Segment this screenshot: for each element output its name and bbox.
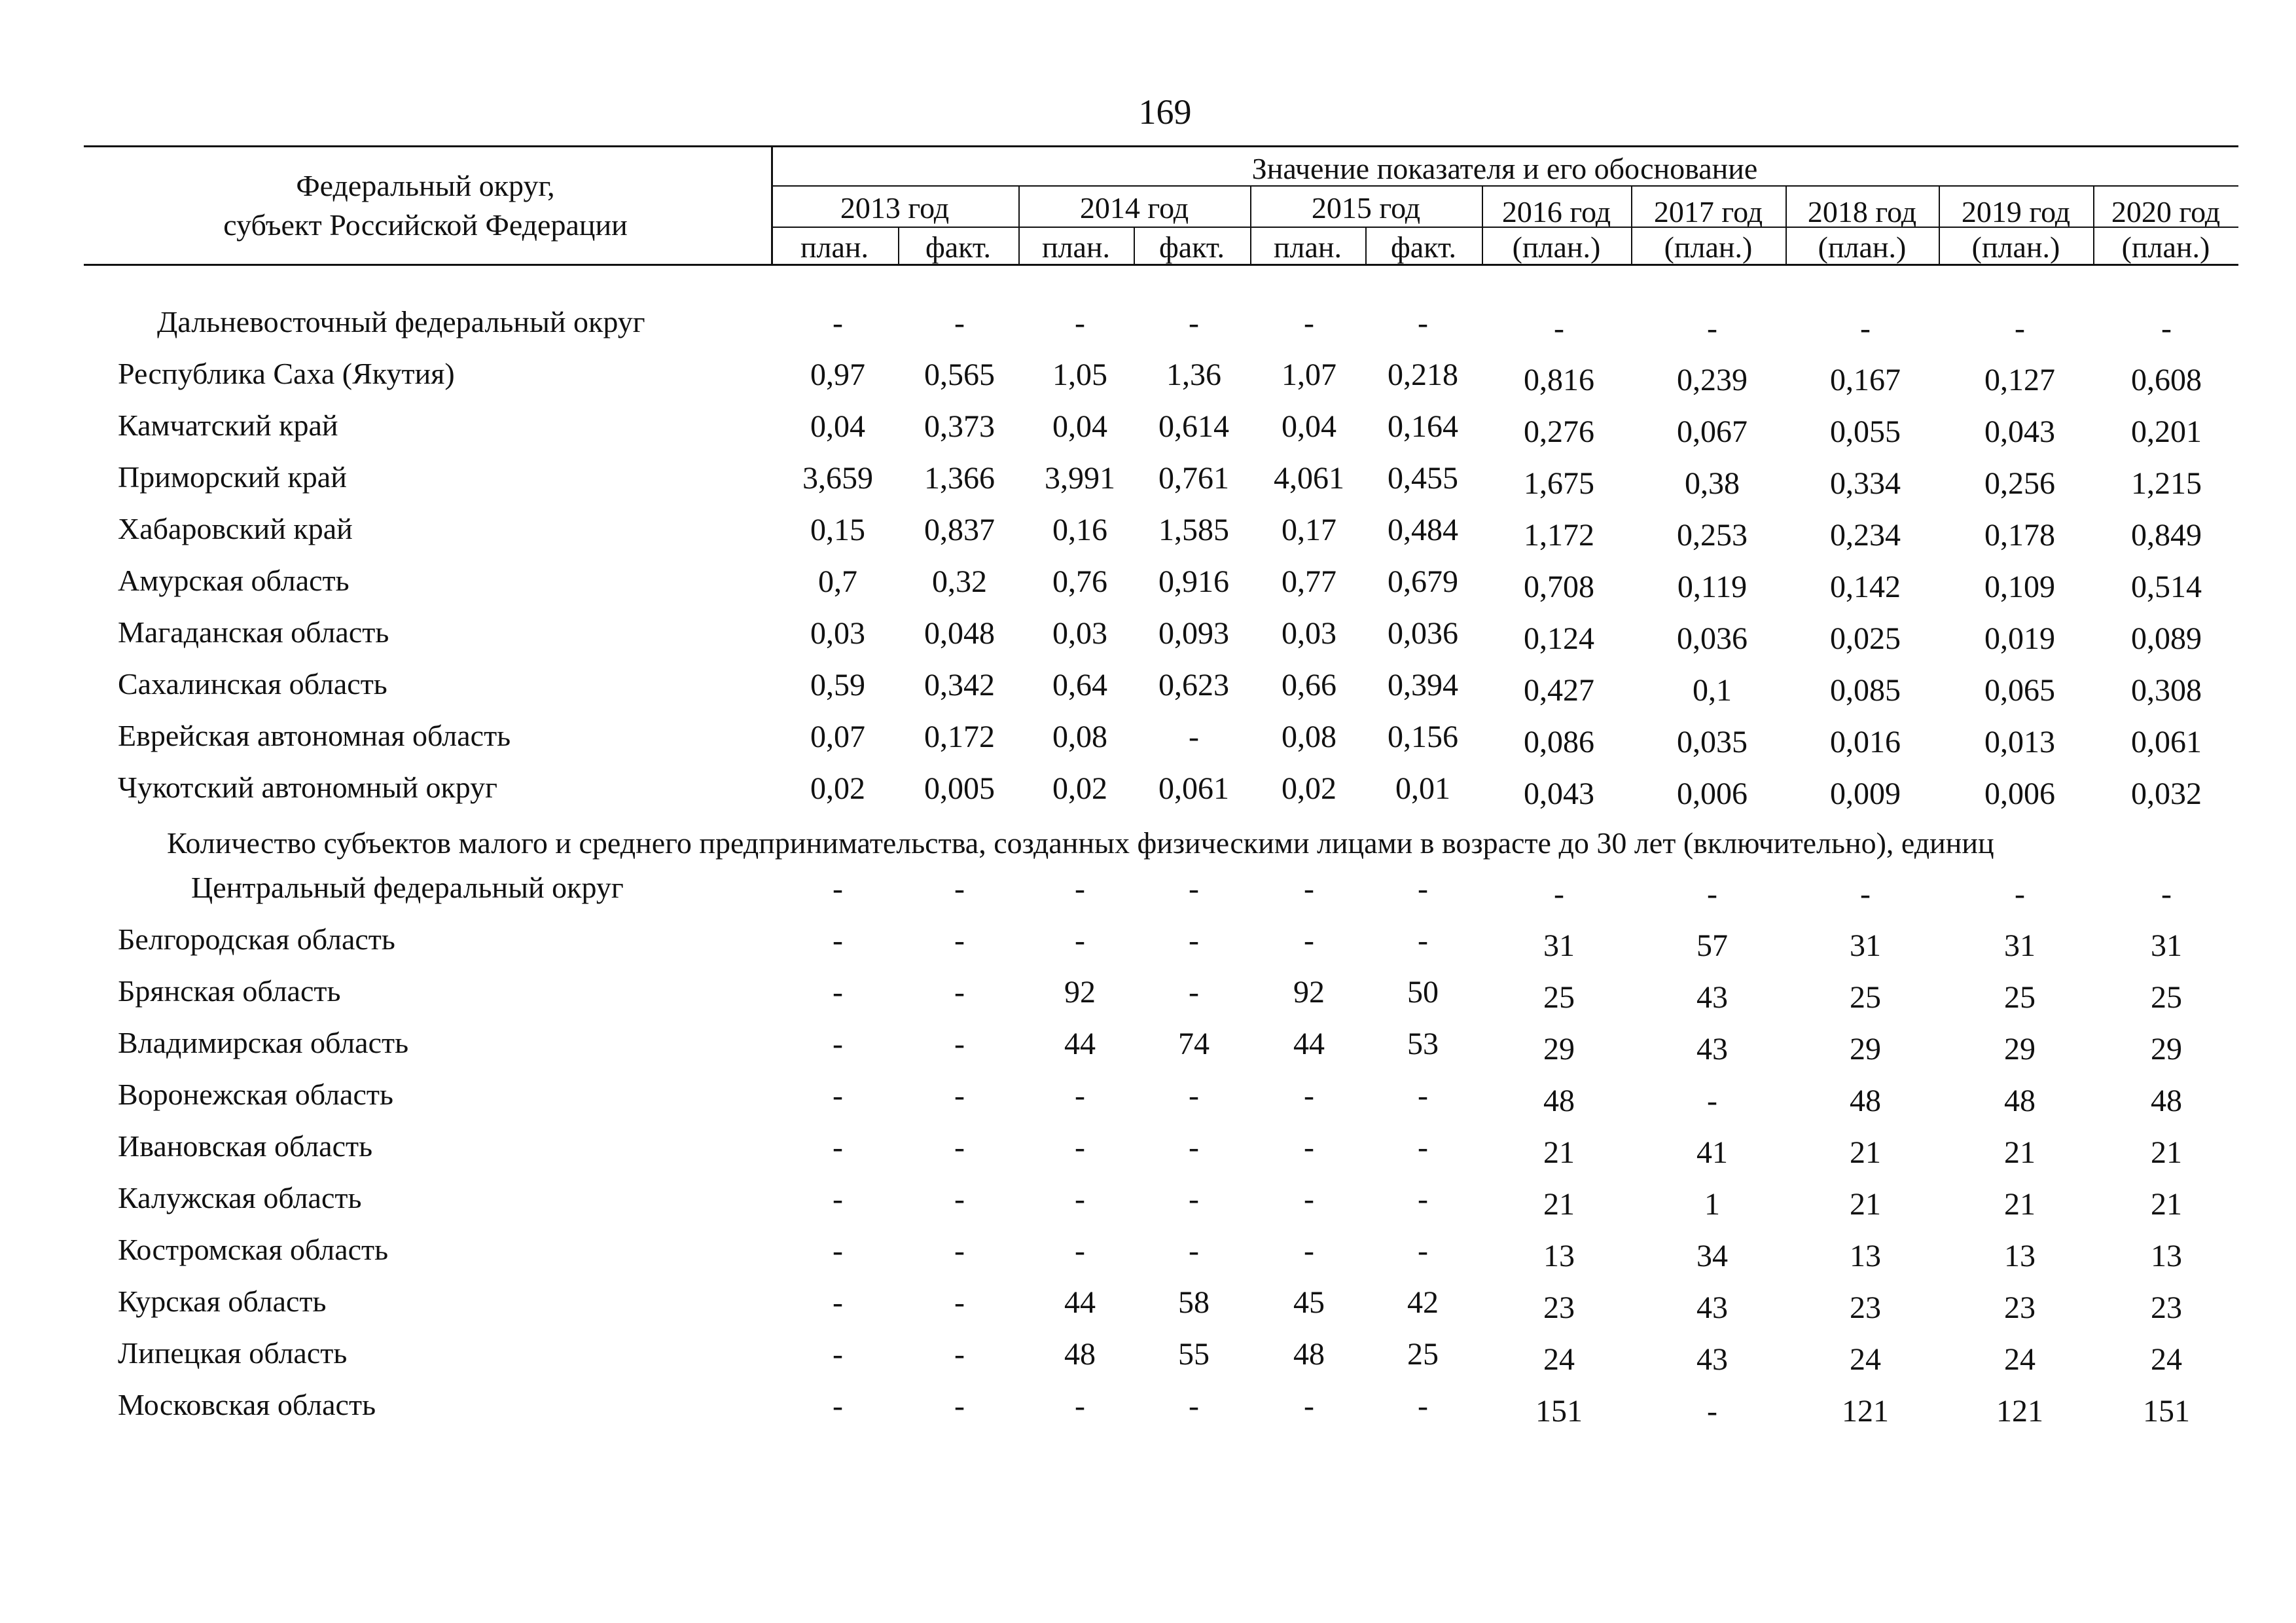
value-cell: - — [1189, 1182, 1199, 1216]
value-cell: 0,085 — [1830, 673, 1901, 708]
district-name: Дальневосточный федеральный округ — [157, 305, 645, 338]
value-cell: - — [1189, 975, 1199, 1010]
value-cell: 25 — [1850, 980, 1881, 1015]
value-cell: 31 — [1543, 928, 1575, 963]
value-cell: - — [1189, 306, 1199, 340]
subject-name: Воронежская область — [118, 1078, 393, 1111]
value-cell: 0,006 — [1984, 776, 2055, 811]
value-cell: 50 — [1407, 975, 1439, 1010]
value-cell: 0,484 — [1388, 513, 1458, 547]
value-cell: - — [1707, 877, 1717, 911]
value-cell: 0,64 — [1052, 668, 1107, 702]
value-cell: 4,061 — [1274, 461, 1344, 496]
value-cell: - — [1189, 720, 1199, 754]
value-cell: 0,16 — [1052, 513, 1107, 547]
value-cell: 151 — [2143, 1394, 2190, 1429]
value-cell: 0,035 — [1677, 725, 1748, 759]
value-cell: - — [1075, 1182, 1085, 1216]
value-cell: 0,067 — [1677, 414, 1748, 449]
value-cell: 0,394 — [1388, 668, 1458, 702]
value-cell: 0,019 — [1984, 621, 2055, 656]
subject-name: Магаданская область — [118, 615, 389, 649]
section-heading: Количество субъектов малого и среднего предпринимательства, созданных физическими лицами в возрасте до 30 лет (включительно), единиц — [167, 826, 1994, 860]
value-cell: 0,455 — [1388, 461, 1458, 496]
value-cell: 43 — [1696, 1290, 1728, 1325]
value-cell: 31 — [1850, 928, 1881, 963]
value-cell: 41 — [1696, 1135, 1728, 1170]
value-cell: - — [1189, 871, 1199, 906]
value-cell: 0,086 — [1524, 725, 1594, 759]
value-cell: 0,164 — [1388, 409, 1458, 444]
year-2018-plan-label: (план.) — [1818, 230, 1907, 264]
value-cell: 0,036 — [1388, 616, 1458, 651]
value-cell: 21 — [1850, 1135, 1881, 1170]
value-cell: 31 — [2151, 928, 2182, 963]
value-cell: 48 — [1543, 1084, 1575, 1118]
fact-subheader: факт. — [1158, 230, 1225, 264]
value-cell: 3,659 — [802, 461, 873, 496]
value-cell: 21 — [2151, 1135, 2182, 1170]
subject-name: Липецкая область — [118, 1336, 348, 1370]
value-cell: - — [1189, 1078, 1199, 1113]
value-cell: 0,17 — [1282, 513, 1336, 547]
value-cell: - — [954, 1078, 965, 1113]
value-cell: - — [1304, 871, 1314, 906]
value-cell: - — [2015, 311, 2025, 346]
value-cell: 44 — [1064, 1285, 1096, 1320]
value-cell: 24 — [2004, 1342, 2036, 1377]
value-cell: 0,043 — [1984, 414, 2055, 449]
fact-subheader: факт. — [1390, 230, 1457, 264]
value-cell: 0,373 — [924, 409, 995, 444]
value-cell: - — [954, 1233, 965, 1268]
value-cell: 57 — [1696, 928, 1728, 963]
value-cell: 0,308 — [2131, 673, 2202, 708]
header-top-rule — [84, 145, 2238, 147]
subject-name: Приморский край — [118, 460, 347, 494]
value-cell: 0,048 — [924, 616, 995, 651]
value-cell: 0,065 — [1984, 673, 2055, 708]
value-cell: - — [1418, 306, 1428, 340]
subject-column-label: Федеральный округ, — [296, 169, 555, 202]
value-cell: 31 — [2004, 928, 2036, 963]
subject-name: Хабаровский край — [118, 512, 353, 545]
value-cell: 0,38 — [1685, 466, 1740, 501]
value-cell: 0,167 — [1830, 363, 1901, 397]
value-cell: 23 — [2004, 1290, 2036, 1325]
value-cell: - — [1418, 1389, 1428, 1423]
subject-name: Калужская область — [118, 1181, 362, 1214]
value-cell: 21 — [1543, 1187, 1575, 1222]
value-cell: 0,013 — [1984, 725, 2055, 759]
value-cell: 29 — [1850, 1032, 1881, 1067]
value-cell: 1,36 — [1166, 357, 1221, 392]
value-cell: 0,276 — [1524, 414, 1594, 449]
value-cell: - — [1075, 923, 1085, 958]
value-cell: 1,366 — [924, 461, 995, 496]
value-cell: - — [833, 1233, 843, 1268]
year-2020-plan-label: (план.) — [2121, 230, 2210, 264]
value-cell: 1,07 — [1282, 357, 1336, 392]
value-cell: 1,172 — [1524, 518, 1594, 553]
value-cell: 0,02 — [1282, 771, 1336, 806]
value-cell: - — [1075, 1233, 1085, 1268]
value-cell: 25 — [2151, 980, 2182, 1015]
value-cell: 24 — [1850, 1342, 1881, 1377]
value-cell: 21 — [1850, 1187, 1881, 1222]
value-cell: - — [833, 1182, 843, 1216]
value-cell: 0,849 — [2131, 518, 2202, 553]
subject-name: Камчатский край — [118, 409, 338, 442]
value-cell: 0,043 — [1524, 776, 1594, 811]
value-cell: 3,991 — [1045, 461, 1115, 496]
year-2015-header: 2015 год — [1311, 191, 1421, 225]
value-cell: 58 — [1178, 1285, 1210, 1320]
value-cell: - — [1707, 311, 1717, 346]
plan-subheader: план. — [1273, 230, 1342, 264]
value-cell: 0,97 — [810, 357, 865, 392]
value-cell: 1 — [1704, 1187, 1720, 1222]
value-cell: 13 — [2004, 1239, 2036, 1273]
value-cell: 0,04 — [1052, 409, 1107, 444]
value-cell: - — [833, 1285, 843, 1320]
value-cell: 0,032 — [2131, 776, 2202, 811]
value-cell: 0,109 — [1984, 570, 2055, 604]
value-cell: 1,585 — [1158, 513, 1229, 547]
value-cell: 0,916 — [1158, 564, 1229, 599]
value-cell: 0,7 — [818, 564, 857, 599]
value-cell: - — [954, 1285, 965, 1320]
value-cell: - — [1554, 877, 1564, 911]
value-cell: - — [954, 1027, 965, 1061]
value-cell: 0,15 — [810, 513, 865, 547]
value-cell: - — [1304, 1130, 1314, 1165]
value-cell: 43 — [1696, 980, 1728, 1015]
subject-name: Белгородская область — [118, 922, 395, 956]
value-cell: - — [833, 1078, 843, 1113]
year-2016-header: 2016 год — [1501, 195, 1611, 228]
value-cell: 24 — [1543, 1342, 1575, 1377]
value-cell: 0,608 — [2131, 363, 2202, 397]
plan-subheader: план. — [800, 230, 869, 264]
value-cell: 0,256 — [1984, 466, 2055, 501]
value-cell: 34 — [1696, 1239, 1728, 1273]
value-cell: 0,02 — [1052, 771, 1107, 806]
subject-name: Курская область — [118, 1285, 327, 1318]
subject-name: Московская область — [118, 1388, 376, 1421]
year-2016-plan-label: (план.) — [1512, 230, 1601, 264]
value-cell: 53 — [1407, 1027, 1439, 1061]
subject-name: Еврейская автономная область — [118, 719, 511, 752]
value-cell: 29 — [2151, 1032, 2182, 1067]
value-cell: 0,761 — [1158, 461, 1229, 496]
value-cell: 0,025 — [1830, 621, 1901, 656]
value-cell: 45 — [1293, 1285, 1325, 1320]
value-cell: 0,006 — [1677, 776, 1748, 811]
subject-name: Ивановская область — [118, 1129, 373, 1163]
value-cell: 0,77 — [1282, 564, 1336, 599]
page-number: 169 — [1138, 92, 1192, 132]
value-cell: 0,837 — [924, 513, 995, 547]
value-cell: 0,124 — [1524, 621, 1594, 656]
value-cell: - — [2161, 877, 2172, 911]
subject-name: Брянская область — [118, 974, 341, 1008]
value-cell: - — [1189, 923, 1199, 958]
value-cell: 48 — [2151, 1084, 2182, 1118]
subject-name: Республика Саха (Якутия) — [118, 357, 455, 390]
subject-name: Сахалинская область — [118, 667, 387, 701]
value-cell: 25 — [1407, 1337, 1439, 1372]
subject-name: Чукотский автономный округ — [118, 771, 498, 804]
value-cell: 0,178 — [1984, 518, 2055, 553]
value-cell: 0,614 — [1158, 409, 1229, 444]
value-cell: 25 — [2004, 980, 2036, 1015]
value-cell: 0,07 — [810, 720, 865, 754]
value-cell: - — [1554, 311, 1564, 346]
value-cell: 0,04 — [810, 409, 865, 444]
value-cell: - — [833, 306, 843, 340]
value-cell: 23 — [1850, 1290, 1881, 1325]
value-cell: - — [2161, 311, 2172, 346]
value-cell: - — [1418, 1078, 1428, 1113]
value-cell: 23 — [1543, 1290, 1575, 1325]
value-cell: 0,01 — [1395, 771, 1450, 806]
value-cell: 92 — [1064, 975, 1096, 1010]
value-cell: 0,04 — [1282, 409, 1336, 444]
value-cell: 44 — [1293, 1027, 1325, 1061]
value-cell: 0,127 — [1984, 363, 2055, 397]
value-cell: 29 — [1543, 1032, 1575, 1067]
value-cell: 29 — [2004, 1032, 2036, 1067]
value-cell: 1,05 — [1052, 357, 1107, 392]
value-cell: 0,03 — [1282, 616, 1336, 651]
value-cell: - — [833, 923, 843, 958]
value-cell: 0,1 — [1693, 673, 1732, 708]
value-cell: - — [1418, 923, 1428, 958]
year-2018-header: 2018 год — [1807, 195, 1917, 228]
year-2014-header: 2014 год — [1079, 191, 1189, 225]
value-cell: - — [1189, 1233, 1199, 1268]
district-name: Центральный федеральный округ — [191, 871, 624, 904]
value-cell: 0,76 — [1052, 564, 1107, 599]
value-cell: 21 — [2151, 1187, 2182, 1222]
value-cell: 0,03 — [810, 616, 865, 651]
value-cell: 13 — [1850, 1239, 1881, 1273]
value-cell: - — [954, 1182, 965, 1216]
plan-subheader: план. — [1041, 230, 1111, 264]
value-cell: 92 — [1293, 975, 1325, 1010]
value-cell: 0,156 — [1388, 720, 1458, 754]
value-cell: 0,055 — [1830, 414, 1901, 449]
value-cell: 1,215 — [2131, 466, 2202, 501]
value-cell: 0,119 — [1677, 570, 1748, 604]
value-cell: 0,32 — [932, 564, 987, 599]
value-cell: - — [1075, 871, 1085, 906]
value-cell: - — [1860, 311, 1871, 346]
value-cell: - — [1707, 1394, 1717, 1429]
value-cell: 121 — [1996, 1394, 2043, 1429]
value-cell: 48 — [1850, 1084, 1881, 1118]
value-cell: 0,623 — [1158, 668, 1229, 702]
value-cell: 0,08 — [1052, 720, 1107, 754]
value-cell: 151 — [1535, 1394, 1583, 1429]
value-cell: 48 — [2004, 1084, 2036, 1118]
subject-name: Владимирская область — [118, 1026, 409, 1059]
value-cell: 0,016 — [1830, 725, 1901, 759]
value-cell: 0,142 — [1830, 570, 1901, 604]
value-cell: 0,089 — [2131, 621, 2202, 656]
value-cell: - — [954, 306, 965, 340]
value-cell: 42 — [1407, 1285, 1439, 1320]
value-cell: 1,675 — [1524, 466, 1594, 501]
value-cell: 0,342 — [924, 668, 995, 702]
indicator-group-label: Значение показателя и его обоснование — [1251, 152, 1758, 185]
value-cell: - — [1418, 1130, 1428, 1165]
subject-name: Костромская область — [118, 1233, 389, 1266]
value-cell: 0,02 — [810, 771, 865, 806]
value-cell: 0,708 — [1524, 570, 1594, 604]
value-cell: 0,234 — [1830, 518, 1901, 553]
year-2017-plan-label: (план.) — [1664, 230, 1753, 264]
value-cell: 21 — [1543, 1135, 1575, 1170]
value-cell: - — [1304, 306, 1314, 340]
value-cell: 74 — [1178, 1027, 1210, 1061]
value-cell: 21 — [2004, 1187, 2036, 1222]
value-cell: 0,061 — [1158, 771, 1229, 806]
year-2020-header: 2020 год — [2111, 195, 2221, 228]
value-cell: - — [1860, 877, 1871, 911]
value-cell: - — [1418, 1182, 1428, 1216]
value-cell: 0,005 — [924, 771, 995, 806]
value-cell: - — [833, 1027, 843, 1061]
value-cell: 0,08 — [1282, 720, 1336, 754]
value-cell: - — [1075, 1389, 1085, 1423]
value-cell: - — [833, 975, 843, 1010]
value-cell: 0,03 — [1052, 616, 1107, 651]
value-cell: 23 — [2151, 1290, 2182, 1325]
value-cell: - — [954, 1130, 965, 1165]
year-2019-header: 2019 год — [1961, 195, 2071, 228]
value-cell: - — [1304, 1182, 1314, 1216]
value-cell: - — [1189, 1130, 1199, 1165]
value-cell: 55 — [1178, 1337, 1210, 1372]
value-cell: 21 — [2004, 1135, 2036, 1170]
value-cell: 0,514 — [2131, 570, 2202, 604]
fact-subheader: факт. — [925, 230, 992, 264]
value-cell: 0,036 — [1677, 621, 1748, 656]
value-cell: 0,334 — [1830, 466, 1901, 501]
value-cell: - — [954, 975, 965, 1010]
value-cell: - — [954, 871, 965, 906]
value-cell: - — [1304, 1078, 1314, 1113]
value-cell: - — [954, 1337, 965, 1372]
value-cell: - — [954, 923, 965, 958]
value-cell: - — [833, 871, 843, 906]
year-2017-header: 2017 год — [1653, 195, 1763, 228]
value-cell: 0,816 — [1524, 363, 1594, 397]
value-cell: - — [1075, 306, 1085, 340]
value-cell: - — [954, 1389, 965, 1423]
subject-column-label: субъект Российской Федерации — [223, 208, 628, 242]
value-cell: 48 — [1064, 1337, 1096, 1372]
value-cell: - — [833, 1130, 843, 1165]
value-cell: 0,172 — [924, 720, 995, 754]
value-cell: - — [1075, 1078, 1085, 1113]
value-cell: - — [833, 1389, 843, 1423]
value-cell: 0,59 — [810, 668, 865, 702]
value-cell: 0,565 — [924, 357, 995, 392]
value-cell: 44 — [1064, 1027, 1096, 1061]
value-cell: - — [1418, 871, 1428, 906]
value-cell: - — [1707, 1084, 1717, 1118]
value-cell: 43 — [1696, 1342, 1728, 1377]
value-cell: - — [1189, 1389, 1199, 1423]
value-cell: - — [1304, 1233, 1314, 1268]
value-cell: - — [1075, 1130, 1085, 1165]
value-cell: 48 — [1293, 1337, 1325, 1372]
subject-name: Амурская область — [118, 564, 350, 597]
value-cell: - — [1418, 1233, 1428, 1268]
value-cell: 0,679 — [1388, 564, 1458, 599]
value-cell: 0,427 — [1524, 673, 1594, 708]
year-2013-header: 2013 год — [840, 191, 950, 225]
value-cell: 0,009 — [1830, 776, 1901, 811]
value-cell: 0,218 — [1388, 357, 1458, 392]
year-2019-plan-label: (план.) — [1971, 230, 2060, 264]
value-cell: 0,253 — [1677, 518, 1748, 553]
value-cell: 0,66 — [1282, 668, 1336, 702]
value-cell: 24 — [2151, 1342, 2182, 1377]
value-cell: 13 — [2151, 1239, 2182, 1273]
value-cell: 25 — [1543, 980, 1575, 1015]
value-cell: - — [2015, 877, 2025, 911]
value-cell: 43 — [1696, 1032, 1728, 1067]
value-cell: 121 — [1842, 1394, 1889, 1429]
value-cell: - — [833, 1337, 843, 1372]
value-cell: 0,061 — [2131, 725, 2202, 759]
value-cell: 0,201 — [2131, 414, 2202, 449]
value-cell: 13 — [1543, 1239, 1575, 1273]
value-cell: 0,093 — [1158, 616, 1229, 651]
value-cell: - — [1304, 923, 1314, 958]
value-cell: 0,239 — [1677, 363, 1748, 397]
value-cell: - — [1304, 1389, 1314, 1423]
